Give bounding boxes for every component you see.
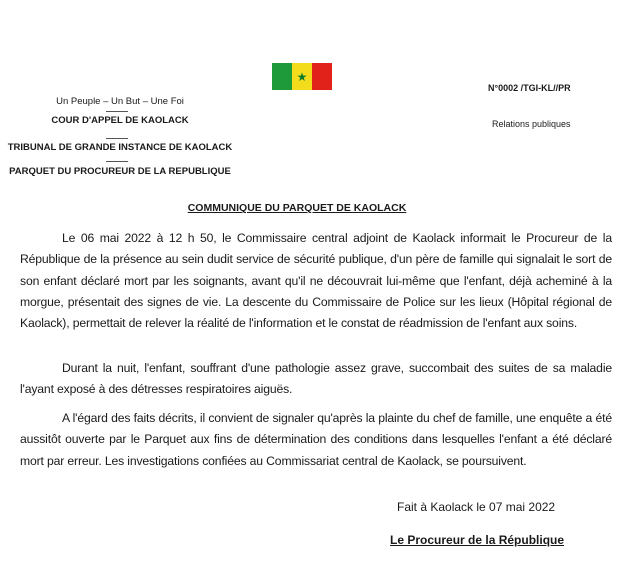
star-icon: ★ bbox=[296, 69, 308, 84]
paragraph-text: Le 06 mai 2022 à 12 h 50, le Commissaire central adjoint de Kaolack informait le Procureur de la République de la présence au sein dudit service de sécurité publique, d'un père de famille qui signalait le sort de son enfant déclaré mort par les soignants, avant qu'il ne découvrait lui-même que l'enfant, déjà acheminé à la morgue, présentait des signes de vie. La descente du Commissaire de Police sur les lieux (Hôpital régional de Kaolack), permettait de relever la réalité de l'information et le constat de réadmission de l'enfant aux soins. bbox=[20, 231, 612, 331]
paragraph-1 bbox=[20, 228, 612, 334]
senegal-flag-icon bbox=[272, 63, 332, 90]
divider bbox=[106, 138, 128, 139]
court-of-appeal: COUR D'APPEL DE KAOLACK bbox=[51, 115, 189, 126]
parquet: PARQUET DU PROCUREUR DE LA REPUBLIQUE bbox=[9, 166, 231, 177]
department: Relations publiques bbox=[492, 119, 571, 129]
divider bbox=[106, 161, 128, 162]
paragraph-3 bbox=[20, 408, 612, 472]
paragraph-text: Durant la nuit, l'enfant, souffrant d'une pathologie assez grave, succombait des suites de sa maladie l'ayant exposé à des détresses respiratoires aiguës. bbox=[20, 361, 612, 397]
place-date: Fait à Kaolack le 07 mai 2022 bbox=[397, 500, 556, 514]
paragraph-text: A l'égard des faits décrits, il convient de signaler qu'après la plainte du chef de famille, une enquête a été aussitôt ouverte par le Parquet aux fins de détermination des conditions dans lesquelles l'enfant a été déclaré mort par erreur. Les investigations confiées au Commissariat central de Kaolack, se poursuivent. bbox=[20, 411, 612, 468]
divider bbox=[106, 111, 128, 112]
document-title: COMMUNIQUE DU PARQUET DE KAOLACK bbox=[187, 202, 407, 214]
signatory: Le Procureur de la République bbox=[390, 533, 565, 547]
tribunal: TRIBUNAL DE GRANDE INSTANCE DE KAOLACK bbox=[7, 142, 233, 153]
reference-number: N°0002 /TGI-KL//PR bbox=[488, 83, 571, 93]
paragraph-2 bbox=[20, 358, 612, 401]
national-motto: Un Peuple – Un But – Une Foi bbox=[56, 96, 184, 107]
